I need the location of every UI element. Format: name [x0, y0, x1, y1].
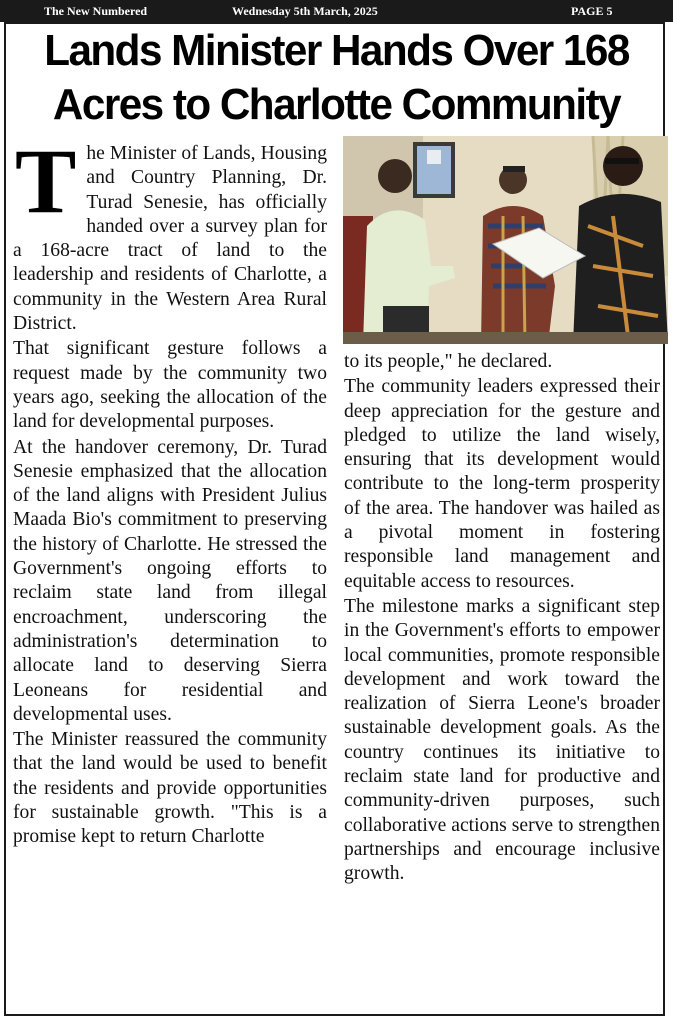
- article-paragraph: to its people," he declared.: [344, 351, 553, 372]
- article-photo: [343, 136, 668, 344]
- issue-date: Wednesday 5th March, 2025: [232, 4, 378, 18]
- article-paragraph: The community leaders expressed their deep appreciation for the gesture and pledged to utilize the land wisely, ensuring that its development would contribute to the long-term prosperity of the area. The handover was hailed as a pivotal moment in fostering responsible land management and equitable access to resources.: [344, 376, 660, 592]
- handover-photo-illustration: [343, 136, 668, 344]
- article-paragraph: The milestone marks a significant step in the Government's efforts to empower local communities, promote responsible development and work toward the realization of Sierra Leone's broader sustainable development goals. As the country continues its initiative to reclaim state land for productive and community-driven purposes, such collaborative actions serve to strengthen partnerships and encourage inclusive growth.: [344, 595, 660, 885]
- page-number: PAGE 5: [571, 4, 613, 18]
- article-paragraph: At the handover ceremony, Dr. Turad Senesie emphasized that the allocation of the land aligns with President Julius Maada Bio's commitment to preserving the history of Charlotte. He stressed the Government's ongoing efforts to reclaim state land from illegal encroachment, underscoring the administration's determination to allocate land to deserving Sierra Leoneans for residential and developmental uses.: [13, 436, 327, 725]
- article-paragraph: The Minister of Lands, Housing and Country Planning, Dr. Turad Senesie, has officially handed over a survey plan for a 168-acre tract of land to the leadership and residents of Charlotte, a community in the Western Area Rural District.: [13, 130, 327, 335]
- article-column-right: [344, 350, 660, 888]
- masthead-bar: [0, 0, 673, 22]
- publication-name: The New Numbered: [44, 4, 148, 18]
- article-column-left: [13, 130, 327, 851]
- article-paragraph: The Minister reassured the community that the land would be used to benefit the residents and provide opportunities for sustainable growth. "This is a promise kept to return Charlotte: [13, 729, 327, 848]
- drop-cap: T: [15, 130, 77, 232]
- article-headline: Lands Minister Hands Over 168 Acres to Charlotte Community: [44, 26, 629, 129]
- article-paragraph: That significant gesture follows a request made by the community two years ago, seeking the allocation of the land for developmental purposes.: [13, 338, 327, 433]
